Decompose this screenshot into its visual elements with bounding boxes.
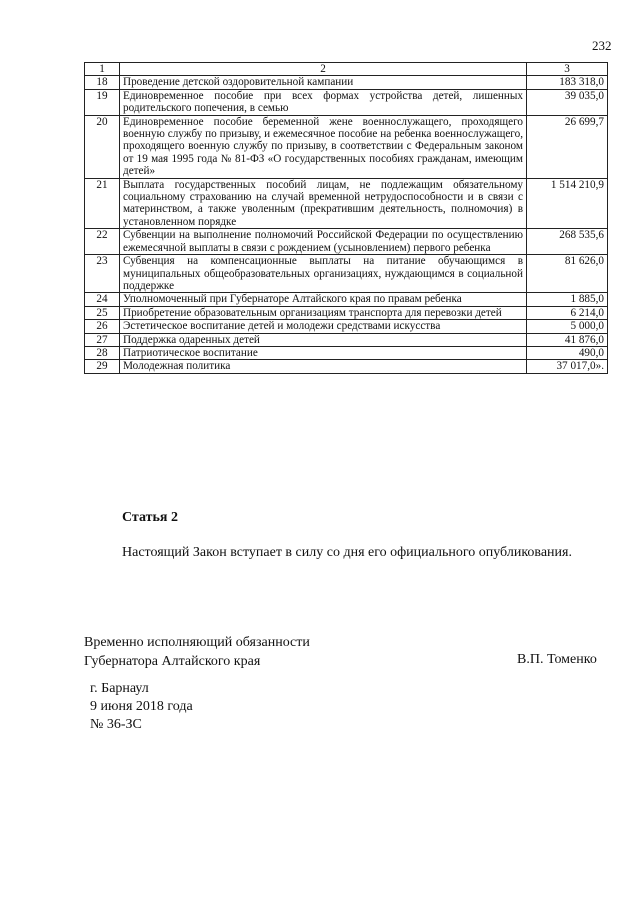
header-col-3: 3 <box>527 63 608 76</box>
row-number: 24 <box>85 293 120 306</box>
row-description: Выплата государственных пособий лицам, не подлежащим обязательному социальному страхованию на случай временной нетрудоспособности и в связи с материнством, а также уволенным (прекратившим деятельность, полномочия) в установленном порядке <box>120 178 527 229</box>
table-row <box>85 293 608 306</box>
row-description: Субвенции на выполнение полномочий Российской Федерации по осуществлению ежемесячной выплаты в связи с рождением (усыновлением) первого ребенка <box>120 229 527 255</box>
row-amount: 1 885,0 <box>527 293 608 306</box>
row-description: Проведение детской оздоровительной кампании <box>120 76 527 89</box>
row-amount: 26 699,7 <box>527 115 608 178</box>
row-amount: 41 876,0 <box>527 333 608 346</box>
table-row <box>85 360 608 373</box>
row-description: Приобретение образовательным организациям транспорта для перевозки детей <box>120 306 527 319</box>
row-amount: 39 035,0 <box>527 89 608 115</box>
row-description: Молодежная политика <box>120 360 527 373</box>
issue-details <box>90 680 193 734</box>
row-description: Эстетическое воспитание детей и молодежи средствами искусства <box>120 320 527 333</box>
row-amount: 5 000,0 <box>527 320 608 333</box>
row-amount: 490,0 <box>527 346 608 359</box>
row-number: 27 <box>85 333 120 346</box>
row-amount: 6 214,0 <box>527 306 608 319</box>
row-number: 28 <box>85 346 120 359</box>
table-row <box>85 255 608 293</box>
row-number: 26 <box>85 320 120 333</box>
row-description: Уполномоченный при Губернаторе Алтайского края по правам ребенка <box>120 293 527 306</box>
signer-position-line-2: Губернатора Алтайского края <box>84 654 261 669</box>
article-text: Настоящий Закон вступает в силу со дня его официального опубликования. <box>122 545 572 560</box>
table-row <box>85 346 608 359</box>
table-row <box>85 115 608 178</box>
table-row <box>85 229 608 255</box>
signer-name: В.П. Томенко <box>517 652 597 667</box>
row-number: 19 <box>85 89 120 115</box>
table-row <box>85 89 608 115</box>
table-row <box>85 76 608 89</box>
table-row <box>85 178 608 229</box>
row-description: Субвенция на компенсационные выплаты на питание обучающимся в муниципальных общеобразовательных организациях, нуждающимся в социальной поддержке <box>120 255 527 293</box>
page-number: 232 <box>592 38 612 53</box>
budget-table <box>84 62 608 374</box>
signer-position-line-1: Временно исполняющий обязанности <box>84 635 310 650</box>
row-description: Единовременное пособие беременной жене военнослужащего, проходящего военную службу по призыву, и ежемесячное пособие на ребенка военнослужащего, проходящего военную службу по призыву, в соответствии с Федеральным законом от 19 мая 1995 года № 81-ФЗ «О государственных пособиях гражданам, имеющим детей» <box>120 115 527 178</box>
row-number: 22 <box>85 229 120 255</box>
row-number: 21 <box>85 178 120 229</box>
row-description: Патриотическое воспитание <box>120 346 527 359</box>
table-row <box>85 306 608 319</box>
row-number: 18 <box>85 76 120 89</box>
row-description: Единовременное пособие при всех формах устройства детей, лишенных родительского попечения, в семью <box>120 89 527 115</box>
table-header-row <box>85 63 608 76</box>
row-number: 29 <box>85 360 120 373</box>
signer-position <box>84 633 310 671</box>
article-title: Статья 2 <box>122 510 178 525</box>
header-col-1: 1 <box>85 63 120 76</box>
table-row <box>85 320 608 333</box>
issue-date: 9 июня 2018 года <box>90 699 193 714</box>
issue-number: № 36-ЗС <box>90 717 142 732</box>
row-amount: 81 626,0 <box>527 255 608 293</box>
row-amount: 183 318,0 <box>527 76 608 89</box>
row-number: 23 <box>85 255 120 293</box>
row-number: 20 <box>85 115 120 178</box>
table-row <box>85 333 608 346</box>
row-amount: 37 017,0». <box>527 360 608 373</box>
row-number: 25 <box>85 306 120 319</box>
row-description: Поддержка одаренных детей <box>120 333 527 346</box>
row-amount: 268 535,6 <box>527 229 608 255</box>
issue-city: г. Барнаул <box>90 681 149 696</box>
header-col-2: 2 <box>120 63 527 76</box>
row-amount: 1 514 210,9 <box>527 178 608 229</box>
